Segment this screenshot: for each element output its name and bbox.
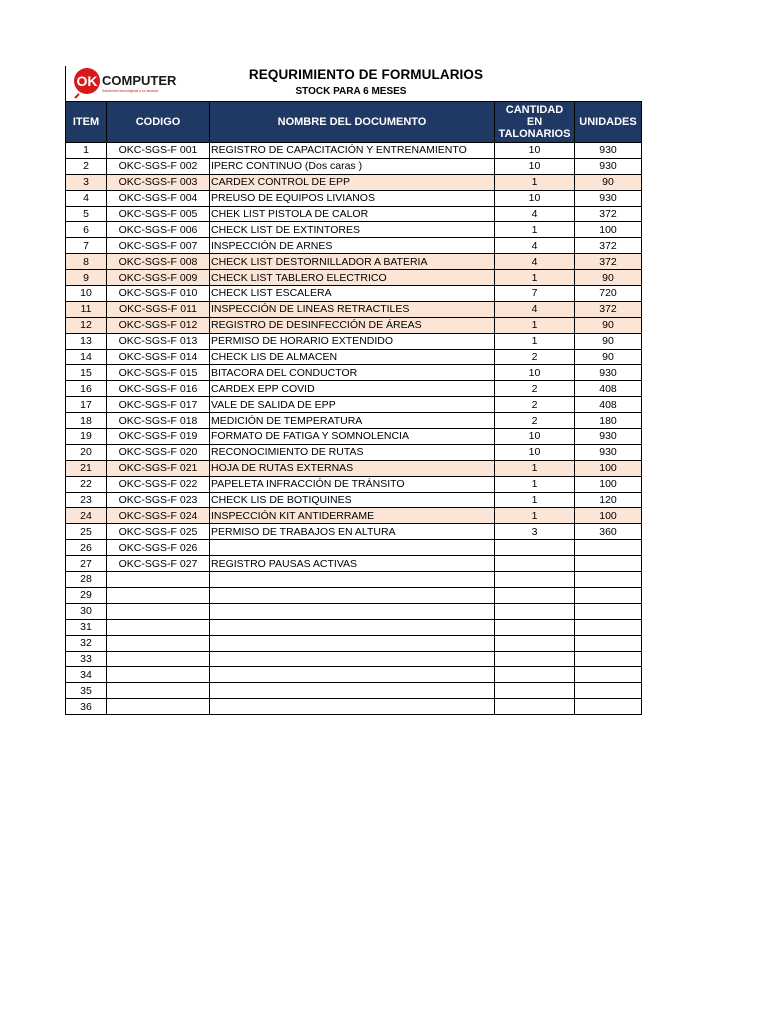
cell-codigo: OKC-SGS-F 012 (107, 317, 210, 333)
cell-codigo (107, 619, 210, 635)
sheet-header (65, 66, 641, 101)
cell-codigo: OKC-SGS-F 002 (107, 158, 210, 174)
cell-cantidad: 10 (495, 444, 575, 460)
cell-item: 33 (66, 651, 107, 667)
cell-unidades (575, 556, 642, 572)
cell-cantidad (495, 556, 575, 572)
cell-item: 4 (66, 190, 107, 206)
table-row (66, 333, 642, 349)
cell-unidades: 90 (575, 333, 642, 349)
cell-codigo: OKC-SGS-F 020 (107, 444, 210, 460)
cell-cantidad: 1 (495, 270, 575, 286)
svg-text:Soluciones tecnológicas a su a: Soluciones tecnológicas a su alcance (102, 89, 159, 93)
cell-unidades: 930 (575, 429, 642, 445)
cell-unidades: 372 (575, 206, 642, 222)
cell-unidades: 408 (575, 397, 642, 413)
cell-nombre (210, 651, 495, 667)
cell-item: 15 (66, 365, 107, 381)
cell-unidades: 120 (575, 492, 642, 508)
cell-codigo: OKC-SGS-F 018 (107, 413, 210, 429)
cell-unidades: 100 (575, 222, 642, 238)
table-row (66, 587, 642, 603)
cell-codigo: OKC-SGS-F 025 (107, 524, 210, 540)
cell-unidades (575, 699, 642, 715)
cell-cantidad: 2 (495, 413, 575, 429)
cell-item: 32 (66, 635, 107, 651)
cell-nombre: RECONOCIMIENTO DE RUTAS (210, 444, 495, 460)
column-header-nombre: NOMBRE DEL DOCUMENTO (210, 102, 495, 143)
cell-codigo: OKC-SGS-F 009 (107, 270, 210, 286)
table-row (66, 556, 642, 572)
cell-item: 24 (66, 508, 107, 524)
cell-unidades: 930 (575, 158, 642, 174)
table-row (66, 397, 642, 413)
cell-unidades: 100 (575, 460, 642, 476)
column-header-item: ITEM (66, 102, 107, 143)
cell-item: 26 (66, 540, 107, 556)
cell-nombre: PAPELETA INFRACCIÓN DE TRÁNSITO (210, 476, 495, 492)
cell-nombre: INSPECCIÓN KIT ANTIDERRAME (210, 508, 495, 524)
cell-unidades (575, 572, 642, 588)
table-row (66, 460, 642, 476)
table-row (66, 158, 642, 174)
cell-unidades: 930 (575, 190, 642, 206)
cell-item: 10 (66, 286, 107, 302)
table-row (66, 603, 642, 619)
cell-unidades: 930 (575, 444, 642, 460)
table-row (66, 190, 642, 206)
cell-codigo: OKC-SGS-F 011 (107, 301, 210, 317)
table-row (66, 270, 642, 286)
cell-cantidad (495, 603, 575, 619)
cell-item: 11 (66, 301, 107, 317)
cell-nombre: CHECK LIST DE EXTINTORES (210, 222, 495, 238)
cell-nombre (210, 572, 495, 588)
cell-codigo (107, 699, 210, 715)
table-row (66, 619, 642, 635)
cell-codigo: OKC-SGS-F 006 (107, 222, 210, 238)
cell-nombre: PERMISO DE HORARIO EXTENDIDO (210, 333, 495, 349)
page-title: REQURIMIENTO DE FORMULARIOS (248, 67, 484, 82)
cell-cantidad: 1 (495, 222, 575, 238)
cell-nombre: PREUSO DE EQUIPOS LIVIANOS (210, 190, 495, 206)
cell-unidades: 930 (575, 365, 642, 381)
cell-codigo (107, 667, 210, 683)
cell-nombre: BITACORA DEL CONDUCTOR (210, 365, 495, 381)
table-row (66, 683, 642, 699)
cell-unidades: 90 (575, 174, 642, 190)
cell-item: 5 (66, 206, 107, 222)
cell-item: 30 (66, 603, 107, 619)
cell-cantidad (495, 699, 575, 715)
cell-nombre: PERMISO DE TRABAJOS EN ALTURA (210, 524, 495, 540)
cell-item: 12 (66, 317, 107, 333)
cell-item: 36 (66, 699, 107, 715)
table-row (66, 540, 642, 556)
cell-codigo: OKC-SGS-F 001 (107, 143, 210, 159)
table-row (66, 635, 642, 651)
cell-codigo: OKC-SGS-F 017 (107, 397, 210, 413)
svg-text:COMPUTER: COMPUTER (102, 73, 177, 88)
cell-codigo (107, 683, 210, 699)
cell-unidades: 408 (575, 381, 642, 397)
cell-cantidad: 10 (495, 190, 575, 206)
table-row (66, 365, 642, 381)
cell-codigo: OKC-SGS-F 023 (107, 492, 210, 508)
cell-item: 9 (66, 270, 107, 286)
cell-nombre: CHEK LIST PISTOLA DE CALOR (210, 206, 495, 222)
cell-unidades: 100 (575, 476, 642, 492)
cell-cantidad: 4 (495, 206, 575, 222)
cell-codigo: OKC-SGS-F 016 (107, 381, 210, 397)
cell-item: 25 (66, 524, 107, 540)
cell-cantidad: 2 (495, 381, 575, 397)
cell-cantidad: 1 (495, 333, 575, 349)
cell-item: 16 (66, 381, 107, 397)
table-header-row (66, 102, 642, 143)
cell-cantidad (495, 572, 575, 588)
cell-cantidad: 1 (495, 476, 575, 492)
cell-codigo: OKC-SGS-F 004 (107, 190, 210, 206)
cell-item: 31 (66, 619, 107, 635)
cell-unidades: 372 (575, 238, 642, 254)
cell-unidades: 372 (575, 254, 642, 270)
cell-nombre: REGISTRO DE CAPACITACIÓN Y ENTRENAMIENTO (210, 143, 495, 159)
table-row (66, 349, 642, 365)
cell-item: 35 (66, 683, 107, 699)
table-row (66, 429, 642, 445)
table-row (66, 413, 642, 429)
table-row (66, 524, 642, 540)
table-row (66, 381, 642, 397)
cell-cantidad: 1 (495, 174, 575, 190)
table-row (66, 254, 642, 270)
column-header-cantidad: CANTIDAD EN TALONARIOS (495, 102, 575, 143)
cell-item: 8 (66, 254, 107, 270)
cell-codigo (107, 603, 210, 619)
cell-item: 20 (66, 444, 107, 460)
cell-codigo: OKC-SGS-F 027 (107, 556, 210, 572)
cell-cantidad: 2 (495, 349, 575, 365)
cell-nombre: INSPECCIÓN DE LINEAS RETRACTILES (210, 301, 495, 317)
cell-nombre: IPERC CONTINUO (Dos caras ) (210, 158, 495, 174)
cell-codigo: OKC-SGS-F 019 (107, 429, 210, 445)
table-row (66, 651, 642, 667)
table-row (66, 238, 642, 254)
cell-nombre: CARDEX EPP COVID (210, 381, 495, 397)
cell-codigo: OKC-SGS-F 007 (107, 238, 210, 254)
table-row (66, 143, 642, 159)
cell-codigo: OKC-SGS-F 005 (107, 206, 210, 222)
cell-cantidad: 1 (495, 460, 575, 476)
cell-nombre: MEDICIÓN DE TEMPERATURA (210, 413, 495, 429)
cell-unidades (575, 619, 642, 635)
okcomputer-logo (73, 67, 179, 99)
cell-nombre: CHECK LIS DE BOTIQUINES (210, 492, 495, 508)
forms-table (65, 101, 642, 715)
cell-cantidad: 4 (495, 301, 575, 317)
cell-codigo: OKC-SGS-F 022 (107, 476, 210, 492)
cell-nombre (210, 635, 495, 651)
table-row (66, 492, 642, 508)
table-body (66, 143, 642, 715)
cell-nombre (210, 619, 495, 635)
table-row (66, 444, 642, 460)
cell-nombre: CHECK LIST DESTORNILLADOR A BATERIA (210, 254, 495, 270)
cell-nombre (210, 699, 495, 715)
table-row (66, 476, 642, 492)
cell-unidades (575, 587, 642, 603)
cell-unidades: 90 (575, 270, 642, 286)
cell-codigo: OKC-SGS-F 008 (107, 254, 210, 270)
table-row (66, 286, 642, 302)
cell-nombre: REGISTRO DE DESINFECCIÓN DE ÁREAS (210, 317, 495, 333)
table-row (66, 222, 642, 238)
cell-item: 19 (66, 429, 107, 445)
cell-nombre: HOJA DE RUTAS EXTERNAS (210, 460, 495, 476)
cell-unidades (575, 540, 642, 556)
cell-nombre (210, 587, 495, 603)
cell-unidades (575, 603, 642, 619)
table-row (66, 301, 642, 317)
column-header-codigo: CODIGO (107, 102, 210, 143)
cell-codigo: OKC-SGS-F 013 (107, 333, 210, 349)
cell-unidades: 90 (575, 349, 642, 365)
cell-nombre: CHECK LIST ESCALERA (210, 286, 495, 302)
cell-item: 21 (66, 460, 107, 476)
table-row (66, 667, 642, 683)
cell-unidades (575, 635, 642, 651)
page-subtitle: STOCK PARA 6 MESES (295, 86, 407, 97)
cell-unidades: 180 (575, 413, 642, 429)
cell-cantidad: 2 (495, 397, 575, 413)
form-requirements-sheet (65, 66, 641, 715)
cell-cantidad: 10 (495, 158, 575, 174)
cell-item: 28 (66, 572, 107, 588)
cell-cantidad: 3 (495, 524, 575, 540)
cell-item: 3 (66, 174, 107, 190)
cell-nombre: VALE DE SALIDA DE EPP (210, 397, 495, 413)
cell-nombre: CARDEX CONTROL DE EPP (210, 174, 495, 190)
cell-item: 34 (66, 667, 107, 683)
table-row (66, 699, 642, 715)
cell-cantidad: 10 (495, 143, 575, 159)
cell-nombre: CHECK LIS DE ALMACEN (210, 349, 495, 365)
cell-item: 29 (66, 587, 107, 603)
cell-codigo: OKC-SGS-F 024 (107, 508, 210, 524)
cell-cantidad (495, 651, 575, 667)
table-row (66, 508, 642, 524)
cell-nombre (210, 540, 495, 556)
column-header-unidades: UNIDADES (575, 102, 642, 143)
cell-unidades: 720 (575, 286, 642, 302)
cell-unidades (575, 667, 642, 683)
cell-item: 13 (66, 333, 107, 349)
cell-item: 2 (66, 158, 107, 174)
cell-item: 1 (66, 143, 107, 159)
cell-item: 6 (66, 222, 107, 238)
cell-codigo (107, 572, 210, 588)
cell-nombre: FORMATO DE FATIGA Y SOMNOLENCIA (210, 429, 495, 445)
cell-item: 7 (66, 238, 107, 254)
cell-cantidad (495, 667, 575, 683)
cell-cantidad (495, 635, 575, 651)
cell-cantidad (495, 540, 575, 556)
table-row (66, 174, 642, 190)
cell-nombre: CHECK LIST TABLERO ELECTRICO (210, 270, 495, 286)
svg-text:OK: OK (76, 73, 98, 89)
cell-codigo: OKC-SGS-F 014 (107, 349, 210, 365)
cell-cantidad: 4 (495, 254, 575, 270)
cell-codigo: OKC-SGS-F 010 (107, 286, 210, 302)
cell-codigo (107, 587, 210, 603)
cell-cantidad (495, 619, 575, 635)
cell-item: 17 (66, 397, 107, 413)
cell-cantidad: 1 (495, 317, 575, 333)
cell-nombre: INSPECCIÓN DE ARNES (210, 238, 495, 254)
cell-cantidad: 10 (495, 429, 575, 445)
cell-item: 23 (66, 492, 107, 508)
cell-unidades (575, 683, 642, 699)
cell-unidades: 100 (575, 508, 642, 524)
cell-cantidad: 7 (495, 286, 575, 302)
table-row (66, 206, 642, 222)
cell-unidades (575, 651, 642, 667)
cell-cantidad: 4 (495, 238, 575, 254)
table-row (66, 317, 642, 333)
cell-codigo: OKC-SGS-F 021 (107, 460, 210, 476)
cell-nombre (210, 667, 495, 683)
cell-cantidad: 1 (495, 492, 575, 508)
cell-item: 27 (66, 556, 107, 572)
cell-cantidad (495, 587, 575, 603)
cell-item: 18 (66, 413, 107, 429)
cell-unidades: 372 (575, 301, 642, 317)
cell-unidades: 930 (575, 143, 642, 159)
cell-codigo (107, 651, 210, 667)
table-row (66, 572, 642, 588)
cell-cantidad: 10 (495, 365, 575, 381)
cell-item: 22 (66, 476, 107, 492)
cell-cantidad: 1 (495, 508, 575, 524)
cell-codigo (107, 635, 210, 651)
cell-codigo: OKC-SGS-F 003 (107, 174, 210, 190)
cell-cantidad (495, 683, 575, 699)
cell-nombre (210, 603, 495, 619)
cell-nombre: REGISTRO PAUSAS ACTIVAS (210, 556, 495, 572)
cell-codigo: OKC-SGS-F 026 (107, 540, 210, 556)
cell-codigo: OKC-SGS-F 015 (107, 365, 210, 381)
cell-item: 14 (66, 349, 107, 365)
cell-unidades: 90 (575, 317, 642, 333)
cell-nombre (210, 683, 495, 699)
cell-unidades: 360 (575, 524, 642, 540)
